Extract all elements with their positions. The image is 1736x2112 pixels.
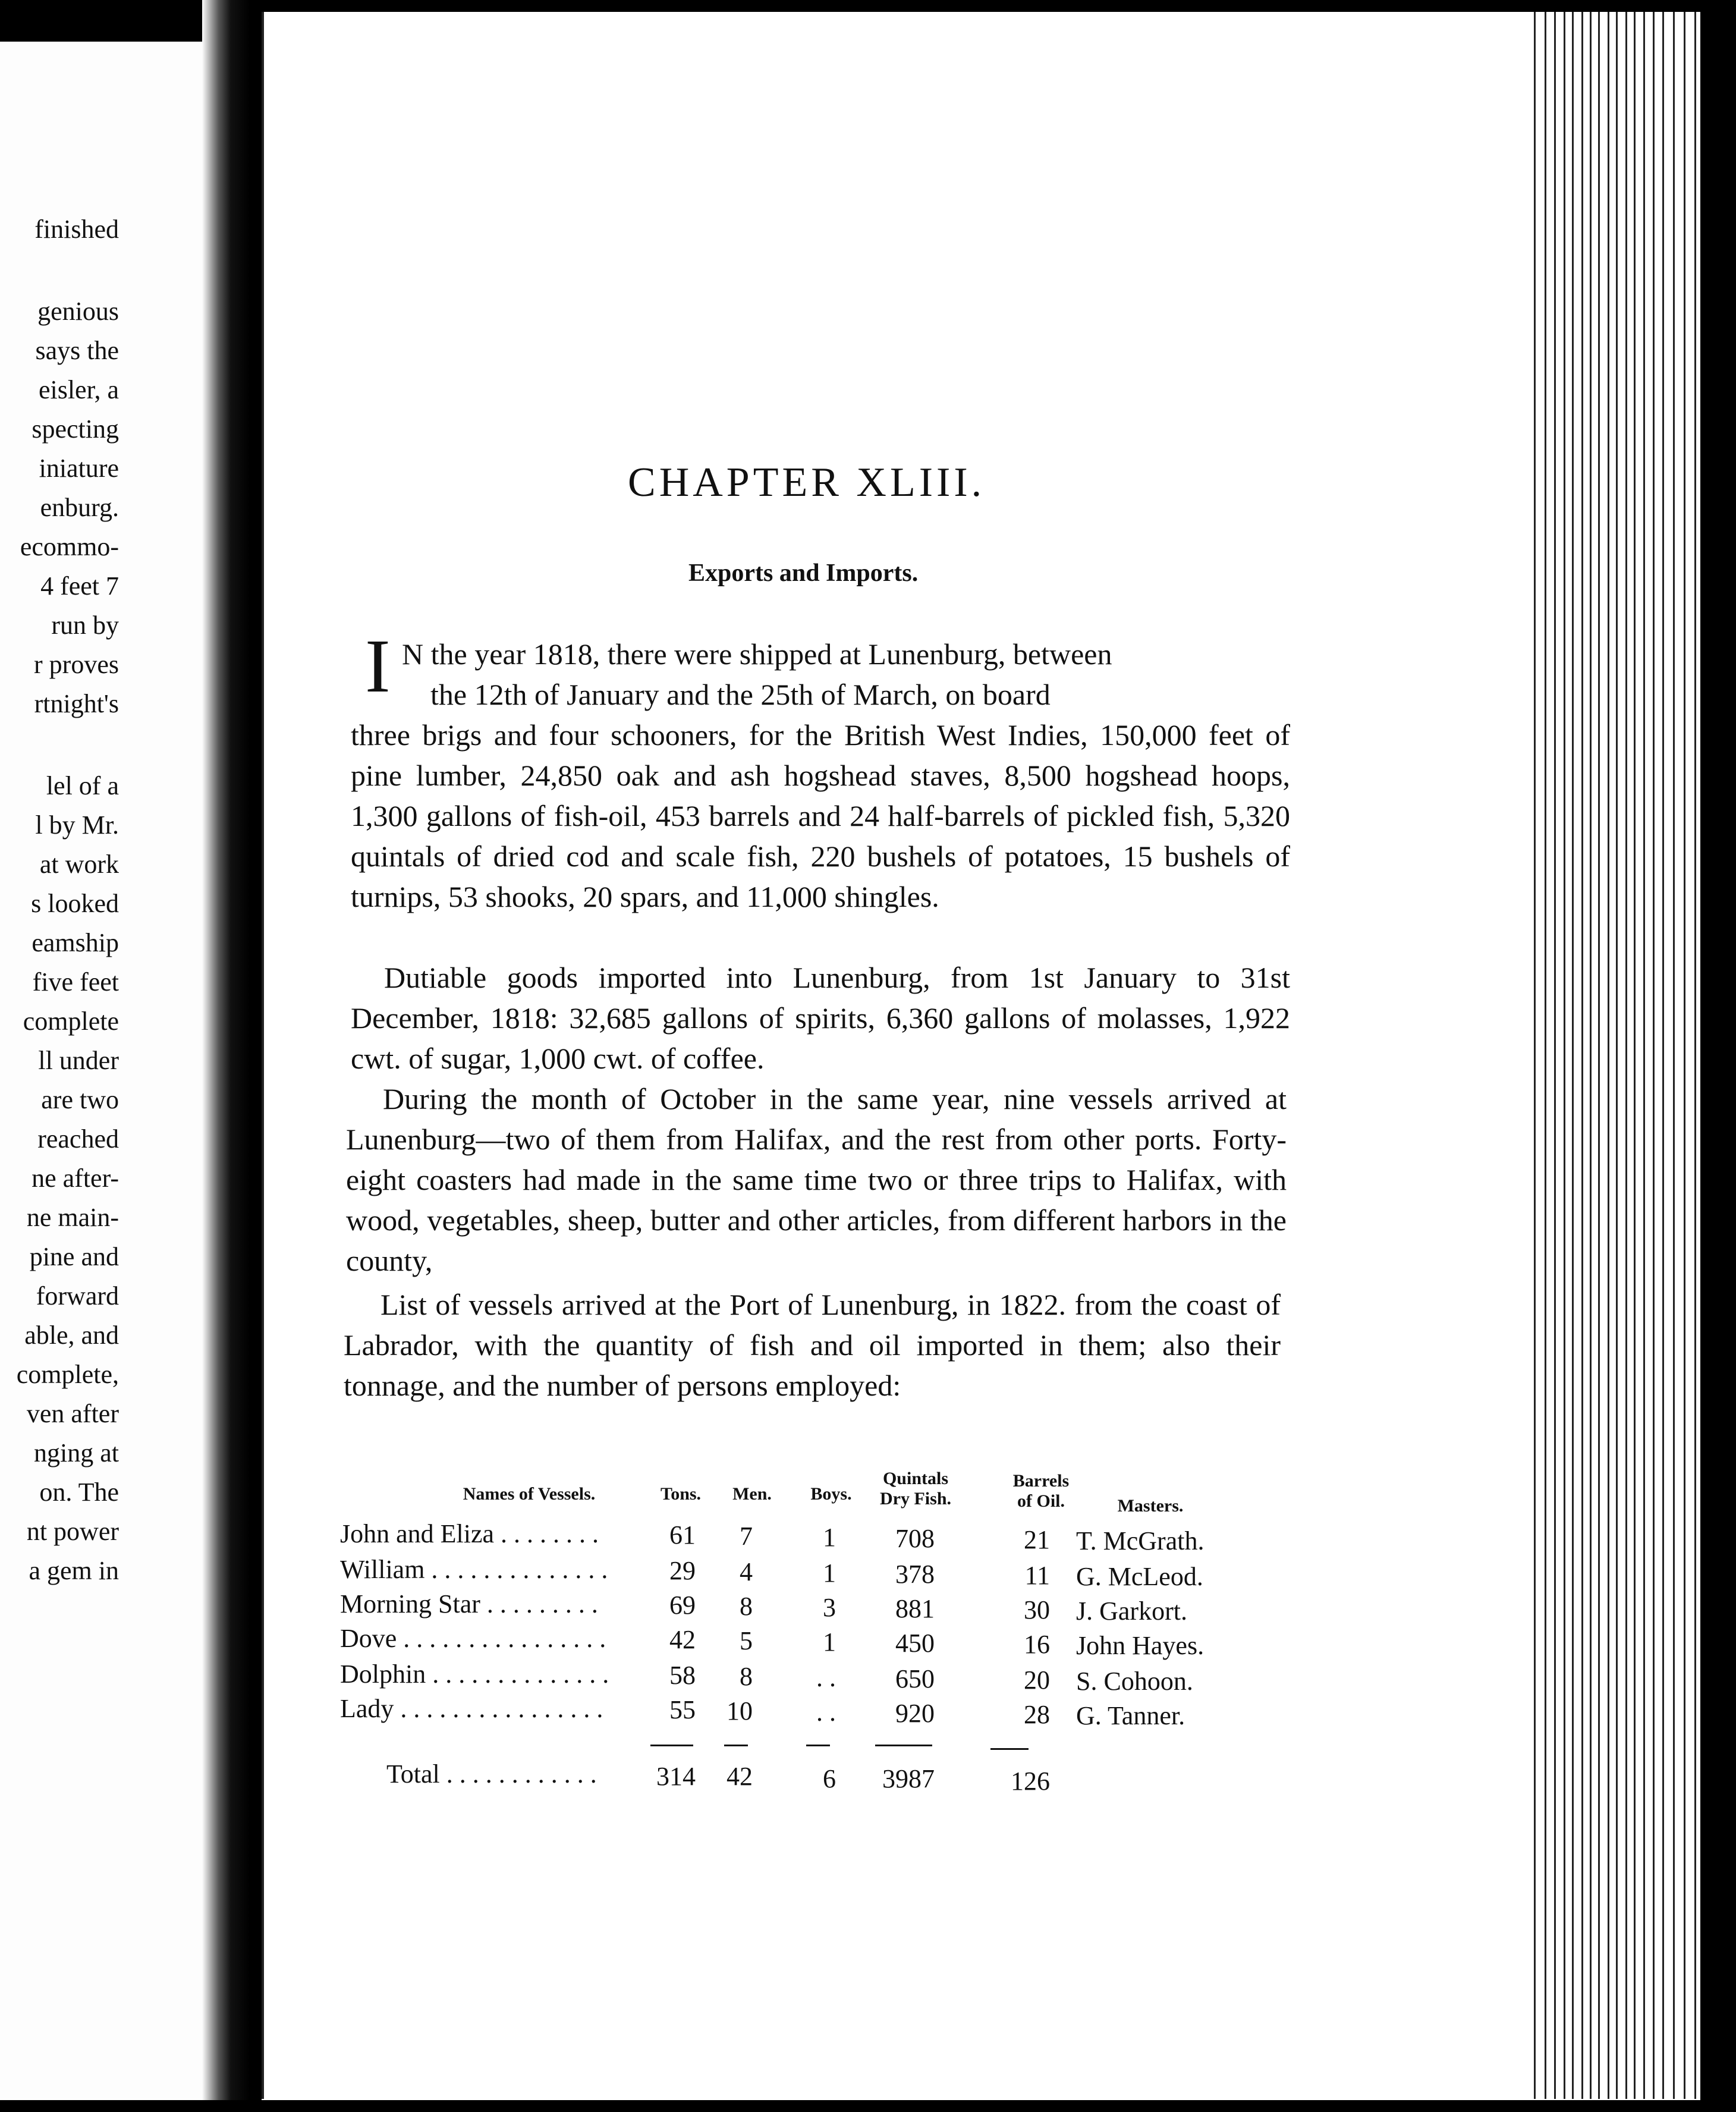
row-men: 8 xyxy=(740,1592,753,1621)
facing-page-line: s looked xyxy=(31,889,119,918)
row-tons: 42 xyxy=(669,1625,696,1654)
facing-page-line: enburg. xyxy=(40,493,119,522)
facing-page-line: says the xyxy=(35,336,119,365)
row-boys: 3 xyxy=(823,1593,836,1622)
paragraph-3: During the month of October in the same year, nine vessels arrived at Lunenburg—two of them from Halifax, and the rest from other ports. Forty-eight coasters had made in the same time two or three trips to Halifax, with wood, vegetables, sheep, butter and other articles, from different harbors in the county, xyxy=(346,1082,1287,1277)
total-label: Total . . . . . . . . . . . . xyxy=(386,1759,597,1789)
facing-page-line: pine and xyxy=(29,1242,119,1271)
row-master: S. Cohoon. xyxy=(1076,1667,1193,1696)
row-name: Lady . . . . . . . . . . . . . . . . xyxy=(340,1694,603,1723)
row-men: 8 xyxy=(740,1662,753,1691)
rule-men xyxy=(724,1745,748,1746)
total-boys: 6 xyxy=(823,1764,836,1793)
row-quintals: 650 xyxy=(895,1664,935,1693)
row-master: G. McLeod. xyxy=(1076,1562,1203,1591)
facing-page-line: ecommo- xyxy=(20,532,119,561)
facing-page-line: forward xyxy=(36,1281,119,1310)
row-name: William . . . . . . . . . . . . . . xyxy=(340,1555,608,1584)
header-quintals-1: Quintals xyxy=(882,1469,949,1488)
facing-page-line: on. The xyxy=(39,1478,119,1507)
facing-page-line: ne after- xyxy=(32,1164,119,1193)
row-master: J. Garkort. xyxy=(1076,1596,1187,1626)
header-quintals-2: Dry Fish. xyxy=(880,1489,951,1508)
row-barrels: 30 xyxy=(1024,1595,1050,1624)
row-quintals: 450 xyxy=(895,1629,935,1658)
facing-page-line: reached xyxy=(37,1124,119,1154)
row-tons: 61 xyxy=(669,1520,696,1550)
header-men: Men. xyxy=(732,1484,772,1504)
facing-page-line: able, and xyxy=(24,1321,119,1350)
facing-page-line: specting xyxy=(32,414,119,444)
total-barrels: 126 xyxy=(1011,1767,1050,1796)
row-barrels: 21 xyxy=(1024,1525,1050,1554)
facing-page-line: run by xyxy=(51,611,119,640)
facing-page-line: nging at xyxy=(34,1438,119,1467)
paragraph-1: three brigs and four schooners, for the British West Indies, 150,000 feet of pine lumber, 24,850 oak and ash hogshead staves, 8,500 hogshead hoops, 1,300 gallons of fish-oil, 453 barrels and 24 half-barrels of pickled fish, 5,320 quintals of dried cod and scale fish, 220 bushels of potatoes, 15 bushels of turnips, 53 shooks, 20 spars, and 11,000 shingles. xyxy=(351,718,1290,913)
facing-page-line: complete, xyxy=(16,1360,119,1389)
row-name: John and Eliza . . . . . . . . xyxy=(340,1519,599,1548)
book-gutter-dark xyxy=(250,0,262,2112)
row-boys: . . xyxy=(816,1663,836,1692)
row-quintals: 708 xyxy=(895,1524,935,1553)
row-tons: 29 xyxy=(669,1556,696,1585)
paragraph-2: Dutiable goods imported into Lunenburg, from 1st January to 31st December, 1818: 32,685 gallons of spirits, 6,360 gallons of molasses, 1,922 cwt. of sugar, 1,000 cwt. of coffee. xyxy=(351,961,1290,1075)
paragraph-4: List of vessels arrived at the Port of Lunenburg, in 1822. from the coast of Labrador, with the quantity of fish and oil imported in them; also their tonnage, and the number of persons employed: xyxy=(344,1288,1281,1402)
facing-page-line: finished xyxy=(34,215,119,244)
header-names: Names of Vessels. xyxy=(463,1484,596,1504)
row-master: T. McGrath. xyxy=(1076,1526,1204,1555)
row-master: John Hayes. xyxy=(1076,1631,1204,1660)
rule-tons xyxy=(650,1745,693,1746)
row-master: G. Tanner. xyxy=(1076,1701,1185,1730)
row-boys: 1 xyxy=(823,1523,836,1552)
facing-page-line: l by Mr. xyxy=(35,810,119,840)
row-quintals: 378 xyxy=(895,1560,935,1589)
scan-border-right xyxy=(1700,0,1736,2112)
scan-border-bottom xyxy=(0,2100,1736,2112)
row-barrels: 16 xyxy=(1024,1630,1050,1659)
total-men: 42 xyxy=(727,1762,753,1791)
row-barrels: 20 xyxy=(1024,1665,1050,1695)
row-boys: 1 xyxy=(823,1627,836,1657)
row-quintals: 881 xyxy=(895,1594,935,1623)
facing-page-line: genious xyxy=(37,297,119,326)
row-tons: 69 xyxy=(669,1591,696,1620)
facing-page-line: ne main- xyxy=(26,1203,119,1232)
row-boys: . . xyxy=(816,1698,836,1727)
row-barrels: 11 xyxy=(1024,1561,1050,1590)
header-tons: Tons. xyxy=(660,1484,702,1504)
facing-page-line: ven after xyxy=(26,1399,119,1428)
rule-boys xyxy=(806,1745,830,1746)
facing-page-line: r proves xyxy=(34,650,119,679)
rule-barrels xyxy=(990,1748,1029,1750)
rule-quintals xyxy=(875,1745,932,1746)
paragraph-1-line-2: the 12th of January and the 25th of March, on board xyxy=(430,678,1051,711)
drop-cap: I xyxy=(365,624,391,708)
total-tons: 314 xyxy=(656,1762,696,1791)
header-boys: Boys. xyxy=(810,1484,852,1504)
chapter-subtitle: Exports and Imports. xyxy=(688,560,919,587)
row-barrels: 28 xyxy=(1024,1700,1050,1729)
row-men: 4 xyxy=(740,1557,753,1586)
row-quintals: 920 xyxy=(895,1699,935,1728)
facing-page-line: eisler, a xyxy=(38,375,119,404)
facing-page-line: are two xyxy=(41,1085,119,1114)
header-barrels-1: Barrels xyxy=(1012,1471,1070,1491)
page-edges xyxy=(1528,12,1700,2099)
row-tons: 55 xyxy=(669,1695,696,1724)
header-masters: Masters. xyxy=(1117,1496,1184,1516)
row-men: 5 xyxy=(740,1626,753,1655)
chapter-title: CHAPTER XLIII. xyxy=(628,460,986,505)
paragraph-1-line-1: N the year 1818, there were shipped at Lunenburg, between xyxy=(402,637,1112,671)
header-barrels-2: of Oil. xyxy=(1017,1491,1065,1511)
facing-page xyxy=(0,42,220,2112)
row-tons: 58 xyxy=(669,1661,696,1690)
facing-page-line: five feet xyxy=(32,967,119,997)
total-quintals: 3987 xyxy=(882,1764,935,1793)
facing-page-line: nt power xyxy=(26,1517,119,1546)
facing-page-line: a gem in xyxy=(29,1556,119,1585)
facing-page-line: iniature xyxy=(39,454,119,483)
facing-page-line: at work xyxy=(39,850,119,879)
facing-page-line: eamship xyxy=(32,928,119,957)
facing-page-line: complete xyxy=(23,1007,119,1036)
facing-page-line: lel of a xyxy=(46,771,119,800)
facing-page-line: 4 feet 7 xyxy=(40,571,119,601)
facing-page-line: rtnight's xyxy=(34,689,119,718)
facing-page-line: ll under xyxy=(38,1046,119,1075)
row-name: Dove . . . . . . . . . . . . . . . . xyxy=(340,1624,606,1653)
row-men: 10 xyxy=(727,1696,753,1726)
row-boys: 1 xyxy=(823,1558,836,1588)
row-men: 7 xyxy=(740,1522,753,1551)
row-name: Dolphin . . . . . . . . . . . . . . xyxy=(340,1660,609,1689)
row-name: Morning Star . . . . . . . . . xyxy=(340,1589,598,1618)
book-gutter xyxy=(202,0,250,2112)
